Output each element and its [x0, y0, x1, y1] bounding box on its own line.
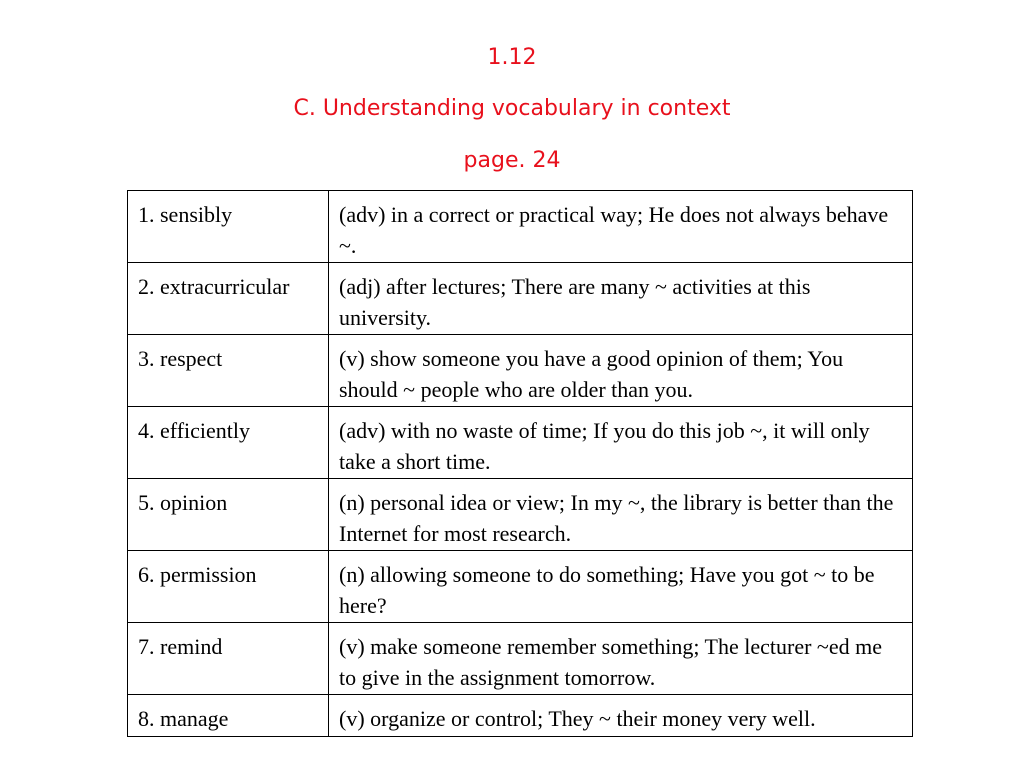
table-row — [128, 695, 913, 737]
table-row — [128, 191, 913, 263]
vocab-definition: (v) organize or control; They ~ their money very well. — [329, 695, 913, 737]
vocab-word: 7. remind — [128, 623, 329, 695]
vocab-definition: (n) personal idea or view; In my ~, the library is better than the Internet for most research. — [329, 479, 913, 551]
vocab-word: 6. permission — [128, 551, 329, 623]
page-reference: page. 24 — [463, 148, 561, 173]
vocab-word: 8. manage — [128, 695, 329, 737]
vocab-word: 1. sensibly — [128, 191, 329, 263]
vocab-word: 4. efficiently — [128, 407, 329, 479]
vocabulary-table — [127, 190, 913, 737]
vocab-definition: (adj) after lectures; There are many ~ activities at this university. — [329, 263, 913, 335]
vocab-word: 5. opinion — [128, 479, 329, 551]
vocab-word: 3. respect — [128, 335, 329, 407]
vocab-definition: (v) show someone you have a good opinion of them; You should ~ people who are older than you. — [329, 335, 913, 407]
table-row — [128, 551, 913, 623]
table-row — [128, 623, 913, 695]
vocab-definition: (v) make someone remember something; The lecturer ~ed me to give in the assignment tomorrow. — [329, 623, 913, 695]
vocab-definition: (adv) in a correct or practical way; He does not always behave ~. — [329, 191, 913, 263]
table-row — [128, 407, 913, 479]
table-row — [128, 263, 913, 335]
table-row — [128, 479, 913, 551]
vocab-word: 2. extracurricular — [128, 263, 329, 335]
section-title: C. Understanding vocabulary in context — [293, 96, 731, 121]
table-row — [128, 335, 913, 407]
vocab-definition: (n) allowing someone to do something; Have you got ~ to be here? — [329, 551, 913, 623]
vocab-definition: (adv) with no waste of time; If you do this job ~, it will only take a short time. — [329, 407, 913, 479]
section-number: 1.12 — [487, 45, 537, 70]
